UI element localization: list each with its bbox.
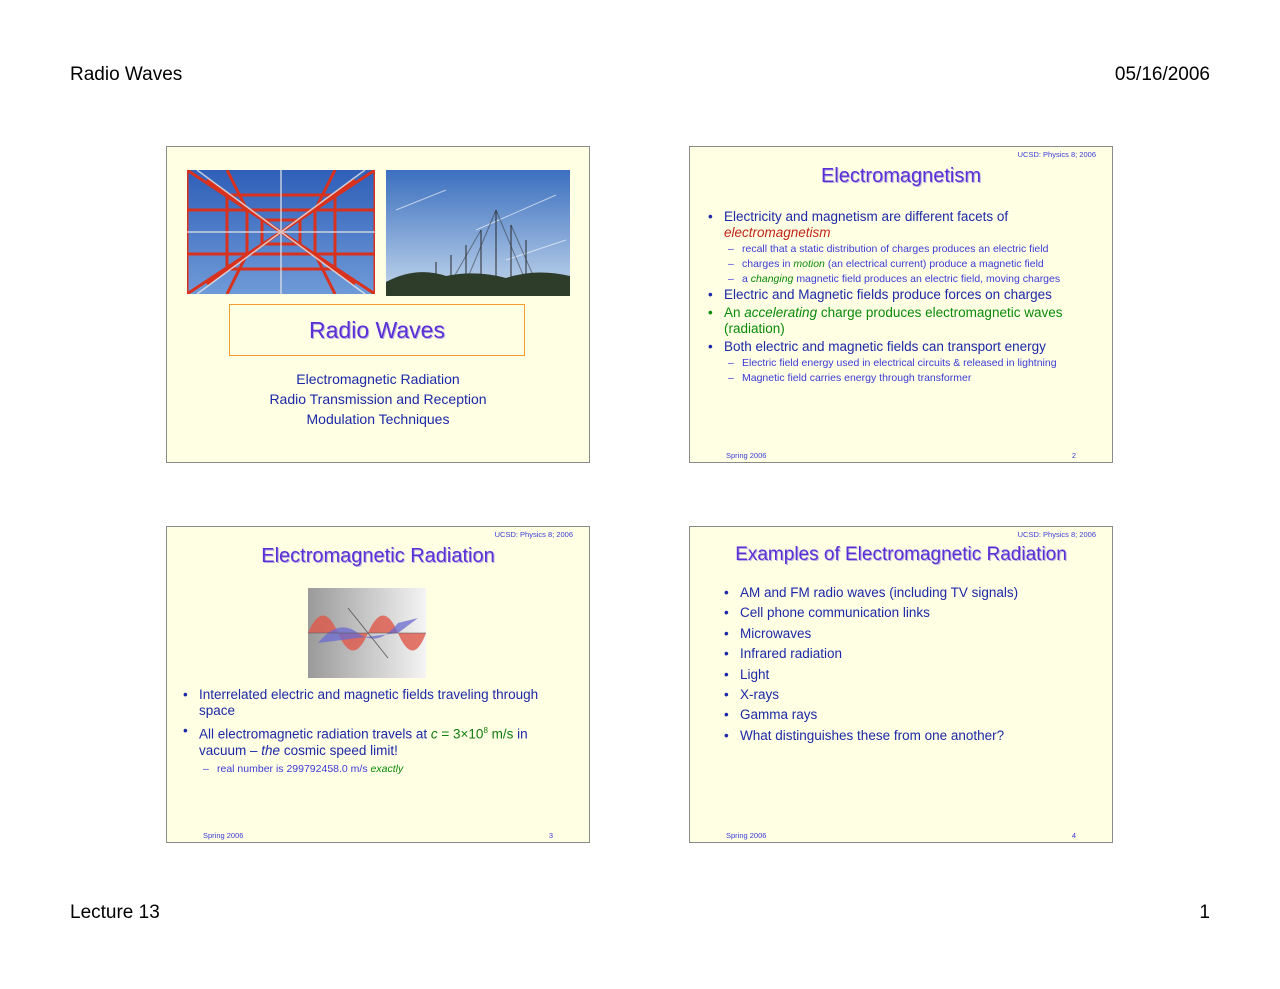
list-item: – a changing magnetic field produces an electric field, moving charges: [706, 273, 1096, 285]
list-item: • What distinguishes these from one another?: [722, 728, 1082, 744]
slide-2-title: Electromagnetism: [820, 165, 982, 187]
list-item: – Magnetic field carries energy through transformer: [706, 372, 1096, 385]
list-item: • All electromagnetic radiation travels at $c = 3\times 10^8$ m/s in vacuum – the cosmic speed limit!: [181, 723, 576, 759]
slide-4-bullet-list: [722, 585, 1082, 748]
slide-2-page-number: 2: [1071, 451, 1076, 460]
slide-3-bullet-list: [181, 687, 576, 778]
slide-2-course-label: UCSD: Physics 8; 2006: [1017, 150, 1096, 159]
list-item: • Gamma rays: [722, 707, 1082, 723]
slide-1: [166, 146, 590, 463]
subtitle-line-1: Electromagnetic Radiation: [296, 371, 460, 387]
list-item: • Infrared radiation: [722, 646, 1082, 662]
slide-3-term: Spring 2006: [203, 831, 244, 840]
subtitle-line-2: Radio Transmission and Reception: [269, 391, 487, 407]
slide-4-course-label: UCSD: Physics 8; 2006: [1017, 530, 1096, 539]
slide-3-course-label: UCSD: Physics 8; 2006: [494, 530, 573, 539]
page-header-date: 05/16/2006: [1114, 64, 1210, 85]
list-item: • Light: [722, 667, 1082, 683]
radio-tower-photo: [187, 170, 375, 294]
slide-3-page-number: 3: [548, 831, 553, 840]
page-footer-lecture: Lecture 13: [70, 902, 160, 923]
list-item: – recall that a static distribution of charges produces an electric field: [706, 243, 1096, 256]
slide-2-term: Spring 2006: [726, 451, 767, 460]
list-item: – Electric field energy used in electrical circuits & released in lightning: [706, 357, 1096, 370]
slide-3: [166, 526, 590, 843]
list-item: – real number is 299792458.0 m/s exactly: [181, 763, 576, 776]
list-item: • X-rays: [722, 687, 1082, 703]
list-item: • AM and FM radio waves (including TV signals): [722, 585, 1082, 601]
slide-3-title: Electromagnetic Radiation: [261, 545, 495, 567]
slide-2: [689, 146, 1113, 463]
slide-4: [689, 526, 1113, 843]
list-item: • Microwaves: [722, 626, 1082, 642]
list-item: • Cell phone communication links: [722, 605, 1082, 621]
slide-1-title: Radio Waves: [229, 304, 525, 356]
slide-4-term: Spring 2006: [726, 831, 767, 840]
list-item: • Electric and Magnetic fields produce forces on charges: [706, 287, 1096, 303]
list-item: • An accelerating charge produces electromagnetic waves (radiation): [706, 305, 1096, 337]
slide-4-title: Examples of Electromagnetic Radiation: [735, 544, 1067, 565]
page-footer-page-number: 1: [1199, 902, 1210, 923]
list-item: • Both electric and magnetic fields can transport energy: [706, 339, 1096, 355]
list-item: – charges in motion (an electrical current) produce a magnetic field: [706, 258, 1096, 271]
list-item: • Electricity and magnetism are different facets of electromagnetism: [706, 209, 1096, 241]
slide-4-page-number: 4: [1071, 831, 1076, 840]
em-wave-diagram: [308, 588, 426, 678]
slide-2-bullet-list: [706, 209, 1096, 387]
subtitle-line-3: Modulation Techniques: [306, 411, 450, 427]
page-header-title: Radio Waves: [70, 64, 183, 85]
list-item: • Interrelated electric and magnetic fields traveling through space: [181, 687, 576, 719]
antenna-field-photo: [386, 170, 570, 296]
